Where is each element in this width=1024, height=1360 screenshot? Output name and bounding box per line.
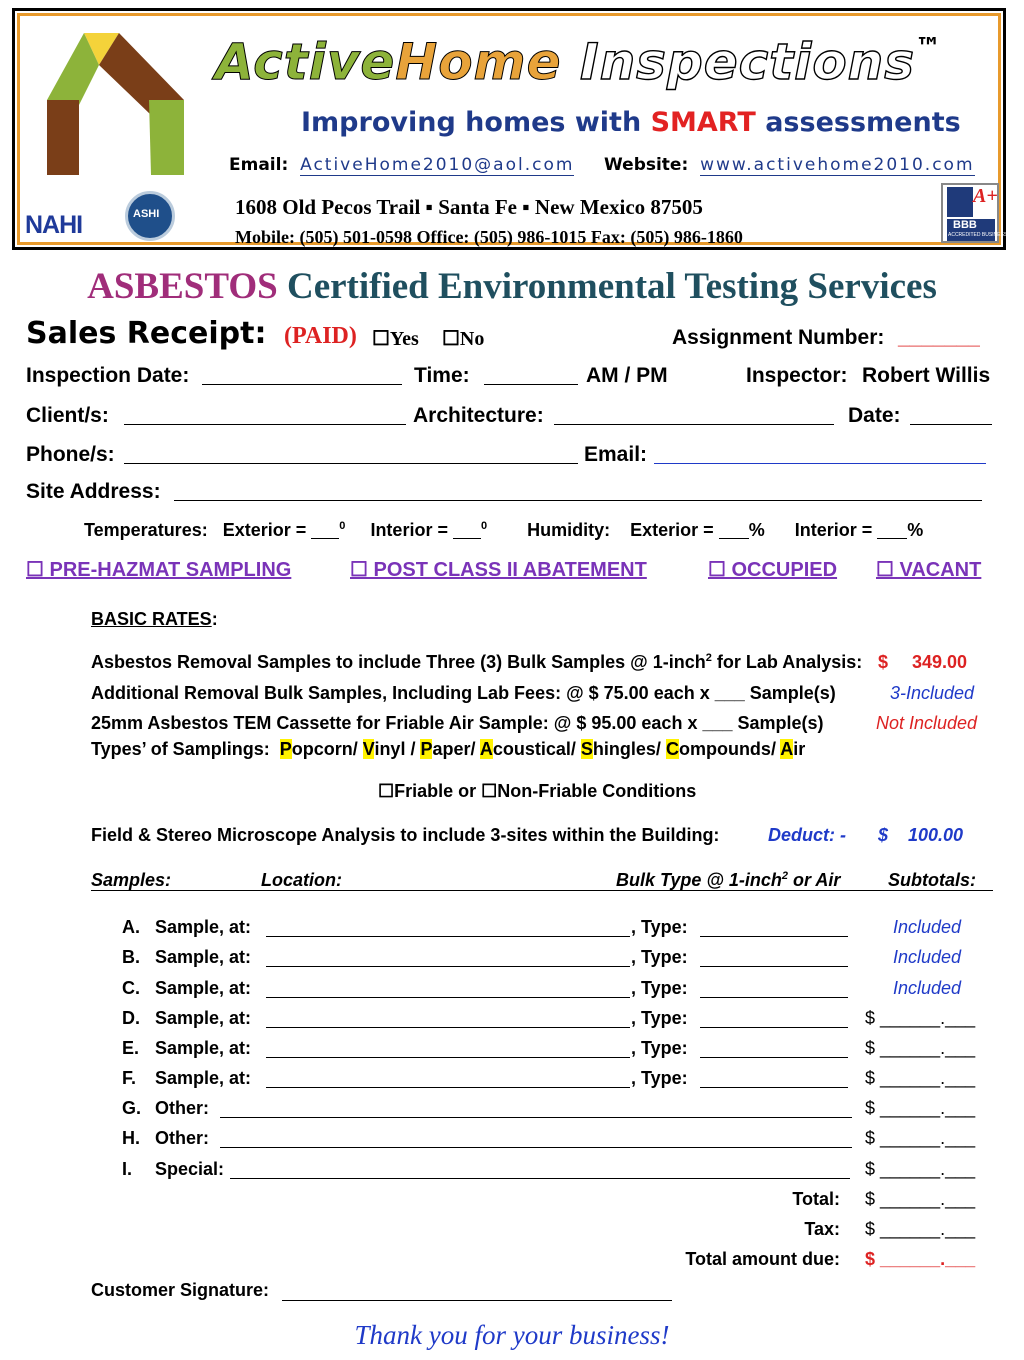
location-field[interactable] [266,997,630,998]
row-letter: E. [122,1038,140,1058]
row-label: Other: [155,1128,209,1148]
deduct-amount: 100.00 [908,825,964,845]
row-label: Sample, at: [155,947,252,967]
tax-field[interactable]: $ ______.___ [865,1219,976,1239]
bbb-logo: A+ BBB ACCREDITED BUSINESS [941,183,999,243]
no-checkbox[interactable]: ☐No [442,328,485,350]
tax-label: Tax: [804,1219,840,1239]
row-type-label: , Type: [631,1038,688,1058]
signature-field[interactable] [282,1300,672,1301]
location-field[interactable] [266,1057,630,1058]
row-type-label: , Type: [631,947,688,967]
rate-line-1: Asbestos Removal Samples to include Three (3) Bulk Samples @ 1-inch$^2$ for Lab Analysis: [91,652,863,672]
ashi-logo: ASHI [125,191,175,241]
address: 1608 Old Pecos Trail ▪ Santa Fe ▪ New Mexico 87505 [235,195,703,219]
option-vacant[interactable]: ☐ VACANT [876,559,982,581]
phone-numbers: Mobile: (505) 501-0598 Office: (505) 986-1015 Fax: (505) 986-1860 [235,227,743,247]
type-field[interactable] [700,997,848,998]
total-due-field[interactable]: $ ______.___ [865,1249,976,1269]
ampm-label: AM / PM [586,364,668,387]
row-label: Sample, at: [155,978,252,998]
col-location: Location: [261,870,342,890]
email-label: Email: [584,443,648,466]
total-due-label: Total amount due: [685,1249,840,1269]
total-label: Total: [792,1189,840,1209]
architecture-field[interactable] [554,424,834,425]
type-field[interactable] [700,1057,848,1058]
location-field[interactable] [266,1027,630,1028]
row-label: Sample, at: [155,1038,252,1058]
option-pre-hazmat[interactable]: ☐ PRE-HAZMAT SAMPLING [26,559,292,581]
date-field[interactable] [910,424,992,425]
email-field[interactable] [654,463,986,464]
row-label: Sample, at: [155,1008,252,1028]
contact-line: Email: ActiveHome2010@aol.com Website: www.activehome2010.com [229,155,975,175]
option-post-abatement[interactable]: ☐ POST CLASS II ABATEMENT [350,559,647,581]
website-link[interactable]: www.activehome2010.com [700,155,975,175]
row-letter: I. [122,1159,133,1179]
signature-label: Customer Signature: [91,1280,270,1300]
friable-checkboxes[interactable]: ☐Friable or ☐Non-Friable Conditions [378,781,697,801]
row-subtotal: Included [893,917,962,937]
rate-3-note: Not Included [876,713,978,733]
location-field[interactable] [266,1087,630,1088]
time-label: Time: [414,364,470,387]
letterhead [12,8,1006,250]
inspector-name: Robert Willis [862,364,991,387]
date-label: Date: [848,404,901,427]
brand-name: ActiveHome Inspections™ [215,33,943,91]
field-analysis-line: Field & Stereo Microscope Analysis to include 3-sites within the Building: [91,825,720,845]
location-field[interactable] [266,966,630,967]
email-link[interactable]: ActiveHome2010@aol.com [300,155,575,175]
other-field[interactable] [220,1147,852,1148]
other-field[interactable] [220,1117,852,1118]
interior-humidity-field[interactable] [877,520,907,539]
client-field[interactable] [124,424,406,425]
col-subtotals: Subtotals: [888,870,976,890]
sampling-types: Types’ of Samplings: Popcorn/ Vinyl / Paper/ Acoustical/ Shingles/ Compounds/ Air [91,739,806,759]
row-letter: F. [122,1068,137,1088]
rate-1-amount: 349.00 [912,652,968,672]
row-label: Sample, at: [155,917,252,937]
row-letter: G. [122,1098,142,1118]
row-label: Sample, at: [155,1068,252,1088]
row-type-label: , Type: [631,978,688,998]
paid-label: (PAID) [284,323,357,349]
inspection-date-field[interactable] [202,384,402,385]
type-field[interactable] [700,1027,848,1028]
row-subtotal-field[interactable]: $ ______.___ [865,1098,976,1118]
assignment-label: Assignment Number: [672,326,885,349]
row-letter: B. [122,947,140,967]
row-label: Other: [155,1098,209,1118]
rate-1-dollar: $ [878,652,889,672]
phone-label: Phone/s: [26,443,115,466]
type-field[interactable] [700,1087,848,1088]
row-subtotal: Included [893,978,962,998]
phone-field[interactable] [124,463,578,464]
row-letter: H. [122,1128,140,1148]
receipt-label: Sales Receipt: [26,316,267,351]
row-subtotal-field[interactable]: $ ______.___ [865,1038,976,1058]
row-type-label: , Type: [631,1068,688,1088]
site-address-field[interactable] [174,500,982,501]
option-occupied[interactable]: ☐ OCCUPIED [708,559,838,581]
site-address-label: Site Address: [26,480,161,503]
yes-checkbox[interactable]: ☐Yes [372,328,419,350]
rate-2-note: 3-Included [890,683,975,703]
inspection-date-label: Inspection Date: [26,364,190,387]
basic-rates-heading: BASIC RATES: [91,609,218,629]
table-header-rule [91,890,993,891]
interior-temp-field[interactable] [453,520,481,539]
assignment-number-field[interactable]: _______ [898,326,980,349]
nahi-logo: NAHI [25,211,83,239]
deduct-dollar: $ [878,825,889,845]
rate-line-3: 25mm Asbestos TEM Cassette for Friable Air Sample: @ $ 95.00 each x ___ Sample(s) [91,713,824,733]
deduct-label: Deduct: - [768,825,846,845]
row-subtotal-field[interactable]: $ ______.___ [865,1008,976,1028]
architecture-label: Architecture: [413,404,544,427]
exterior-temp-field[interactable] [311,520,339,539]
row-subtotal-field[interactable]: $ ______.___ [865,1159,976,1179]
bbb-torch-icon [947,187,973,217]
client-label: Client/s: [26,404,109,427]
type-field[interactable] [700,966,848,967]
row-subtotal-field[interactable]: $ ______.___ [865,1068,976,1088]
page-title: ASBESTOS Certified Environmental Testing Services [87,266,937,307]
row-label: Special: [155,1159,225,1179]
exterior-humidity-field[interactable] [719,520,749,539]
time-field[interactable] [484,384,578,385]
row-subtotal-field[interactable]: $ ______.___ [865,1128,976,1148]
thank-you-note: Thank you for your business! [354,1320,670,1350]
tagline: Improving homes with SMART assessments [301,107,961,138]
house-logo-icon [29,25,189,175]
row-type-label: , Type: [631,917,688,937]
row-letter: A. [122,917,140,937]
location-field[interactable] [266,936,630,937]
rate-line-2: Additional Removal Bulk Samples, Including Lab Fees: @ $ 75.00 each x ___ Sample(s) [91,683,836,703]
row-letter: C. [122,978,140,998]
row-type-label: , Type: [631,1008,688,1028]
temperatures-row: Temperatures: Exterior = $^0$ Interior = $^0$ Humidity: Exterior = % Interior = % [84,520,924,540]
row-letter: D. [122,1008,140,1028]
total-field[interactable]: $ ______.___ [865,1189,976,1209]
col-samples: Samples: [91,870,172,890]
row-subtotal: Included [893,947,962,967]
special-field[interactable] [230,1178,850,1179]
type-field[interactable] [700,936,848,937]
col-bulk-type: Bulk Type @ 1-inch$^2$ or Air [616,870,841,890]
inspector-label: Inspector: [746,364,848,387]
